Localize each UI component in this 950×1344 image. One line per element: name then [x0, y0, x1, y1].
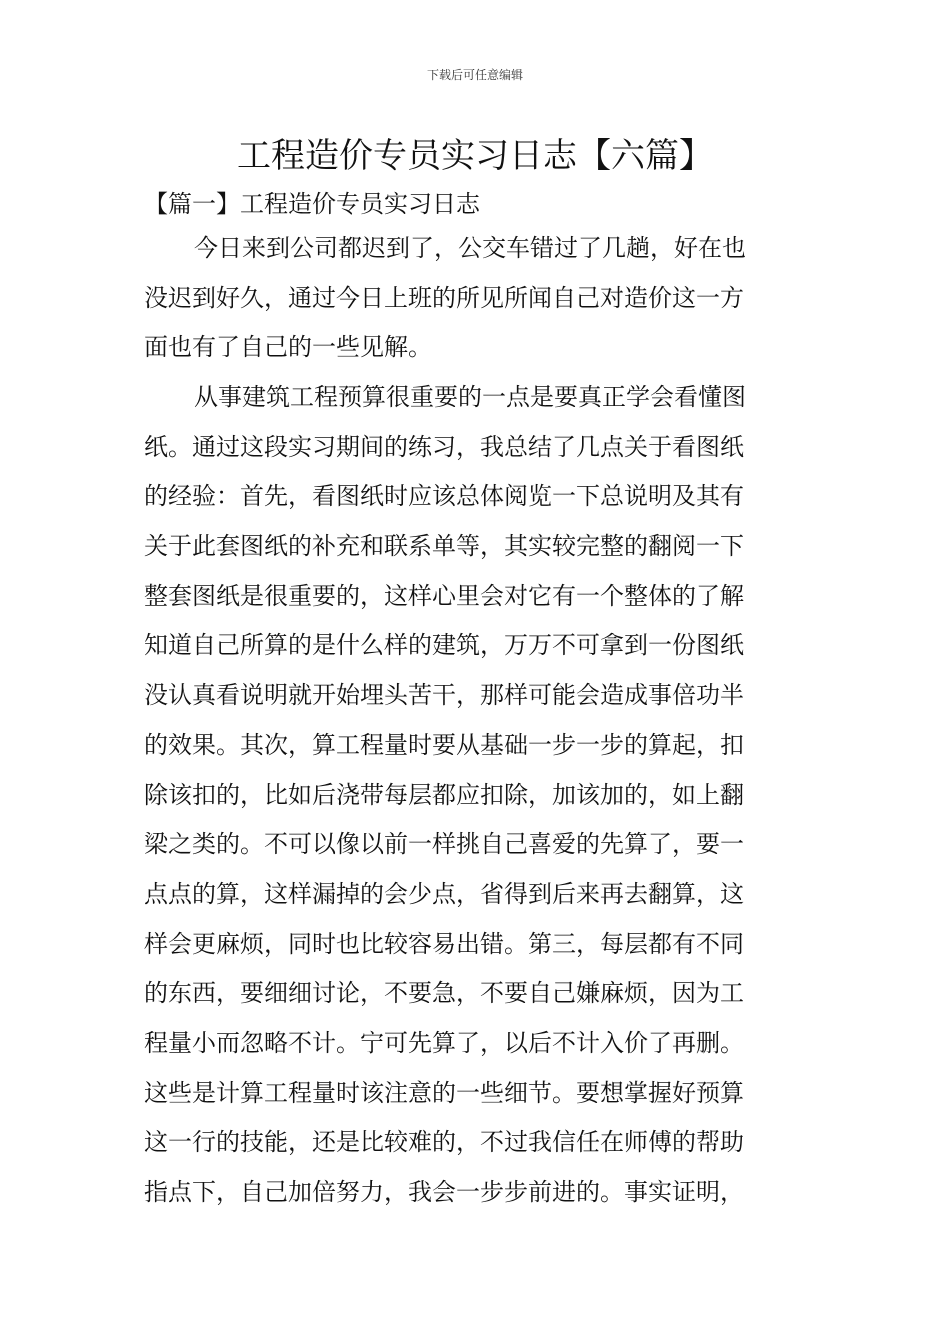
- paragraph-line: 除该扣的，比如后浇带每层都应扣除，加该加的，如上翻: [144, 780, 744, 809]
- header-note: 下载后可任意编辑: [426, 68, 523, 82]
- paragraph-line: 知道自己所算的是什么样的建筑，万万不可拿到一份图纸: [144, 631, 744, 660]
- paragraph-line: 这一行的技能，还是比较难的，不过我信任在师傅的帮助: [144, 1128, 744, 1157]
- paragraph-line: 从事建筑工程预算很重要的一点是要真正学会看懂图: [194, 383, 746, 411]
- paragraph-line: 今日来到公司都迟到了，公交车错过了几趟，好在也: [194, 234, 746, 262]
- paragraph-line: 没迟到好久，通过今日上班的所见所闻自己对造价这一方: [144, 283, 744, 312]
- paragraph-line: 面也有了自己的一些见解。: [144, 333, 432, 362]
- paragraph-line: 的经验：首先，看图纸时应该总体阅览一下总说明及其有: [144, 482, 744, 511]
- section-heading: 【篇一】工程造价专员实习日志: [144, 190, 480, 218]
- paragraph-line: 样会更麻烦，同时也比较容易出错。第三，每层都有不同: [144, 929, 744, 958]
- document-title: 工程造价专员实习日志【六篇】: [237, 136, 713, 176]
- paragraph-1: [144, 224, 806, 373]
- paragraph-line: 关于此套图纸的补充和联系单等，其实较完整的翻阅一下: [144, 532, 744, 561]
- paragraph-line: 的效果。其次，算工程量时要从基础一步一步的算起，扣: [144, 730, 744, 759]
- paragraph-line: 整套图纸是很重要的，这样心里会对它有一个整体的了解: [144, 581, 744, 610]
- paragraph-line: 的东西，要细细讨论，不要急，不要自己嫌麻烦，因为工: [144, 979, 744, 1008]
- paragraph-line: 点点的算，这样漏掉的会少点，省得到后来再去翻算，这: [144, 879, 744, 908]
- paragraph-line: 没认真看说明就开始埋头苦干，那样可能会造成事倍功半: [144, 681, 744, 710]
- paragraph-line: 指点下，自己加倍努力，我会一步步前进的。事实证明，: [144, 1178, 744, 1206]
- paragraph-line: 这些是计算工程量时该注意的一些细节。要想掌握好预算: [144, 1078, 744, 1107]
- paragraph-line: 梁之类的。不可以像以前一样挑自己喜爱的先算了，要一: [144, 830, 744, 859]
- paragraph-line: 程量小而忽略不计。宁可先算了，以后不计入价了再删。: [144, 1028, 744, 1057]
- paragraph-line: 纸。通过这段实习期间的练习，我总结了几点关于看图纸: [144, 432, 744, 461]
- paragraph-2: [144, 373, 806, 1218]
